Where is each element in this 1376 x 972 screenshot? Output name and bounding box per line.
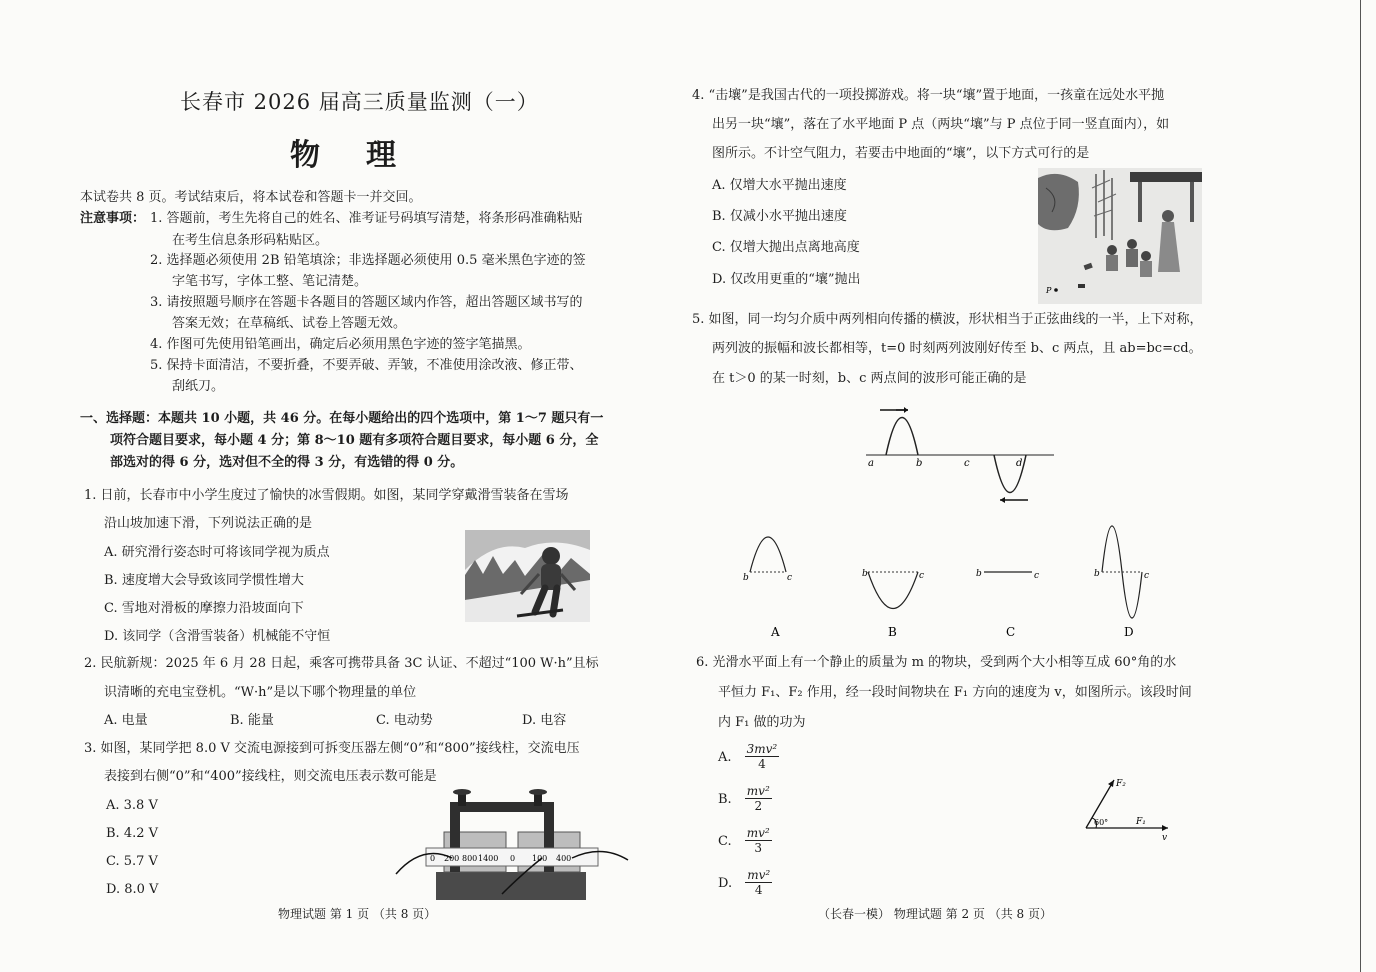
point-d-label: d bbox=[1016, 458, 1023, 469]
page-edge-line bbox=[1360, 0, 1361, 972]
q1-option-c: C. 雪地对滑板的摩擦力沿坡面向下 bbox=[104, 601, 304, 616]
subject-title: 物理 bbox=[290, 138, 442, 173]
q4-option-d: D. 仅改用更重的“壤”抛出 bbox=[712, 272, 861, 287]
section-heading: 项符合题目要求，每小题 4 分；第 8～10 题有多项符合题目要求，每小题 6 分，全 bbox=[110, 433, 599, 448]
q2-option-b: B. 能量 bbox=[230, 713, 274, 728]
q4-stem: 出另一块“壤”，落在了水平地面 P 点（两块“壤”与 P 点位于同一竖直面内），如 bbox=[712, 117, 1170, 132]
v-label: v bbox=[1162, 833, 1168, 843]
f1-label: F₁ bbox=[1136, 817, 1146, 827]
q1-stem: 沿山坡加速下滑，下列说法正确的是 bbox=[104, 516, 313, 531]
notice-line: 3. 请按照题号顺序在答题卡各题目的答题区域内作答，超出答题区域书写的 bbox=[150, 295, 583, 310]
notice-line: 2. 选择题必须使用 2B 铅笔填涂；非选择题必须使用 0.5 毫米黑色字迹的签 bbox=[150, 253, 586, 268]
q2-option-c: C. 电动势 bbox=[376, 713, 433, 728]
terminal-label: 800 bbox=[462, 854, 478, 863]
q2-stem: 2. 民航新规：2025 年 6 月 28 日起，乘客可携带具备 3C 认证、不超过“100 W·h”且标 bbox=[84, 656, 599, 671]
terminal-label: 200 bbox=[444, 854, 460, 863]
page-2 bbox=[680, 0, 1376, 972]
option-c-c-label: c bbox=[1034, 571, 1040, 581]
q6-stem: 6. 光滑水平面上有一个静止的质量为 m 的物块，受到两个大小相等互成 60°角的水 bbox=[696, 655, 1177, 670]
q6-option-a bbox=[718, 742, 779, 771]
wave-option-c: C bbox=[1006, 625, 1016, 639]
option-b-c-label: c bbox=[919, 571, 925, 581]
q5-stem: 5. 如图，同一均匀介质中两列相向传播的横波，形状相当于正弦曲线的一半，上下对称， bbox=[692, 312, 1203, 327]
terminal-label: 1400 bbox=[478, 854, 499, 863]
transformer-figure bbox=[392, 784, 632, 906]
fraction bbox=[745, 868, 772, 897]
f2-label: F₂ bbox=[1116, 779, 1126, 789]
option-b-b-label: b bbox=[862, 569, 868, 579]
q5-options-figure bbox=[740, 520, 1160, 650]
notice-line: 1. 答题前，考生先将自己的姓名、准考证号码填写清楚，将条形码准确粘贴 bbox=[150, 211, 583, 226]
option-d-c-label: c bbox=[1144, 571, 1150, 581]
q3-option-c: C. 5.7 V bbox=[106, 854, 158, 869]
wave-option-d: D bbox=[1124, 625, 1134, 639]
numerator: mv² bbox=[746, 826, 770, 840]
point-a-label: a bbox=[868, 458, 874, 469]
page-1 bbox=[0, 0, 660, 972]
q6-option-c bbox=[718, 826, 772, 855]
option-a-c-label: c bbox=[787, 573, 793, 583]
q2-option-d: D. 电容 bbox=[522, 713, 567, 728]
q6-option-b bbox=[718, 784, 772, 813]
wave-option-b: B bbox=[888, 625, 897, 639]
notice-line: 4. 作图可先使用铅笔画出，确定后必须用黑色字迹的签字笔描黑。 bbox=[150, 337, 531, 352]
intro-text: 本试卷共 8 页。考试结束后，将本试卷和答题卡一并交回。 bbox=[80, 190, 422, 205]
q5-stem: 在 t＞0 的某一时刻，b、c 两点间的波形可能正确的是 bbox=[712, 371, 1027, 386]
option-letter: C. bbox=[718, 834, 732, 849]
q1-option-a: A. 研究滑行姿态时可将该同学视为质点 bbox=[104, 545, 330, 560]
notice-line: 字笔书写，字体工整、笔记清楚。 bbox=[172, 274, 368, 289]
point-p-label: P bbox=[1046, 286, 1052, 295]
denominator: 3 bbox=[754, 841, 763, 855]
denominator: 4 bbox=[754, 883, 763, 897]
q1-stem: 1. 日前，长春市中小学生度过了愉快的冰雪假期。如图，某同学穿戴滑雪装备在雪场 bbox=[84, 488, 569, 503]
notice-line: 5. 保持卡面清洁，不要折叠，不要弄破、弄皱，不准使用涂改液、修正带、 bbox=[150, 358, 583, 373]
section-heading: 部选对的得 6 分，选对但不全的得 3 分，有选错的得 0 分。 bbox=[110, 455, 464, 470]
angle-label: 60° bbox=[1094, 818, 1109, 827]
q6-option-d bbox=[718, 868, 772, 897]
q1-option-d: D. 该同学（含滑雪装备）机械能不守恒 bbox=[104, 629, 331, 644]
q6-stem: 内 F₁ 做的功为 bbox=[718, 715, 806, 730]
terminal-label: 400 bbox=[556, 854, 572, 863]
skier-figure bbox=[465, 530, 590, 622]
notice-label: 注意事项： bbox=[80, 211, 146, 226]
denominator: 2 bbox=[754, 799, 763, 813]
q3-stem: 表接到右侧“0”和“400”接线柱，则交流电压表示数可能是 bbox=[104, 769, 437, 784]
numerator: mv² bbox=[747, 868, 771, 882]
q2-option-a: A. 电量 bbox=[104, 713, 148, 728]
option-letter: D. bbox=[718, 876, 733, 891]
terminal-label: 100 bbox=[532, 854, 548, 863]
point-b-label: b bbox=[916, 458, 923, 469]
q3-stem: 3. 如图，某同学把 8.0 V 交流电源接到可拆变压器左侧“0”和“800”接线柱，交流电压 bbox=[84, 741, 580, 756]
q4-option-b: B. 仅减小水平抛出速度 bbox=[712, 209, 847, 224]
exam-title: 长春市 2026 届高三质量监测（一） bbox=[180, 90, 539, 114]
q5-stem: 两列波的振幅和波长都相等，t=0 时刻两列波刚好传至 b、c 两点，且 ab=bc=cd。 bbox=[712, 341, 1202, 356]
numerator: mv² bbox=[746, 784, 770, 798]
wave-option-a: A bbox=[771, 625, 780, 639]
wave-figure bbox=[860, 400, 1060, 508]
q4-stem: 图所示。不计空气阻力，若要击中地面的“壤”，以下方式可行的是 bbox=[712, 146, 1090, 161]
option-d-b-label: b bbox=[1094, 569, 1100, 579]
denominator: 4 bbox=[758, 757, 766, 771]
jirang-game-figure bbox=[1038, 168, 1202, 304]
q6-stem: 平恒力 F₁、F₂ 作用，经一段时间物块在 F₁ 方向的速度为 v，如图所示。该段时间 bbox=[718, 685, 1192, 700]
q4-option-a: A. 仅增大水平抛出速度 bbox=[712, 178, 847, 193]
option-c-b-label: b bbox=[976, 569, 982, 579]
terminal-label: 0 bbox=[430, 854, 436, 863]
terminal-label: 0 bbox=[510, 854, 516, 863]
notice-line: 答案无效；在草稿纸、试卷上答题无效。 bbox=[172, 316, 407, 331]
fraction bbox=[745, 826, 772, 855]
force-diagram bbox=[1080, 772, 1176, 844]
q2-stem: 识清晰的充电宝登机。“W·h”是以下哪个物理量的单位 bbox=[104, 685, 417, 700]
notice-line: 在考生信息条形码粘贴区。 bbox=[172, 233, 329, 248]
q3-option-b: B. 4.2 V bbox=[106, 826, 159, 841]
numerator: 3mv² bbox=[746, 742, 778, 756]
q4-option-c: C. 仅增大抛出点离地高度 bbox=[712, 240, 860, 255]
section-heading: 一、选择题：本题共 10 小题，共 46 分。在每小题给出的四个选项中，第 1～7 题只有一 bbox=[80, 411, 604, 426]
point-c-label: c bbox=[964, 458, 970, 469]
option-letter: B. bbox=[718, 792, 732, 807]
page-footer: （长春一模） 物理试题 第 2 页 （共 8 页） bbox=[818, 907, 1052, 921]
notice-line: 刮纸刀。 bbox=[172, 379, 225, 394]
fraction bbox=[745, 784, 772, 813]
option-letter: A. bbox=[718, 750, 732, 765]
q3-option-a: A. 3.8 V bbox=[106, 798, 158, 813]
q3-option-d: D. 8.0 V bbox=[106, 882, 159, 897]
page-footer: 物理试题 第 1 页 （共 8 页） bbox=[278, 907, 437, 921]
option-a-b-label: b bbox=[743, 573, 749, 583]
fraction bbox=[745, 742, 780, 771]
q1-option-b: B. 速度增大会导致该同学惯性增大 bbox=[104, 573, 304, 588]
q4-stem: 4. “击壤”是我国古代的一项投掷游戏。将一块“壤”置于地面，一孩童在远处水平抛 bbox=[692, 88, 1165, 103]
